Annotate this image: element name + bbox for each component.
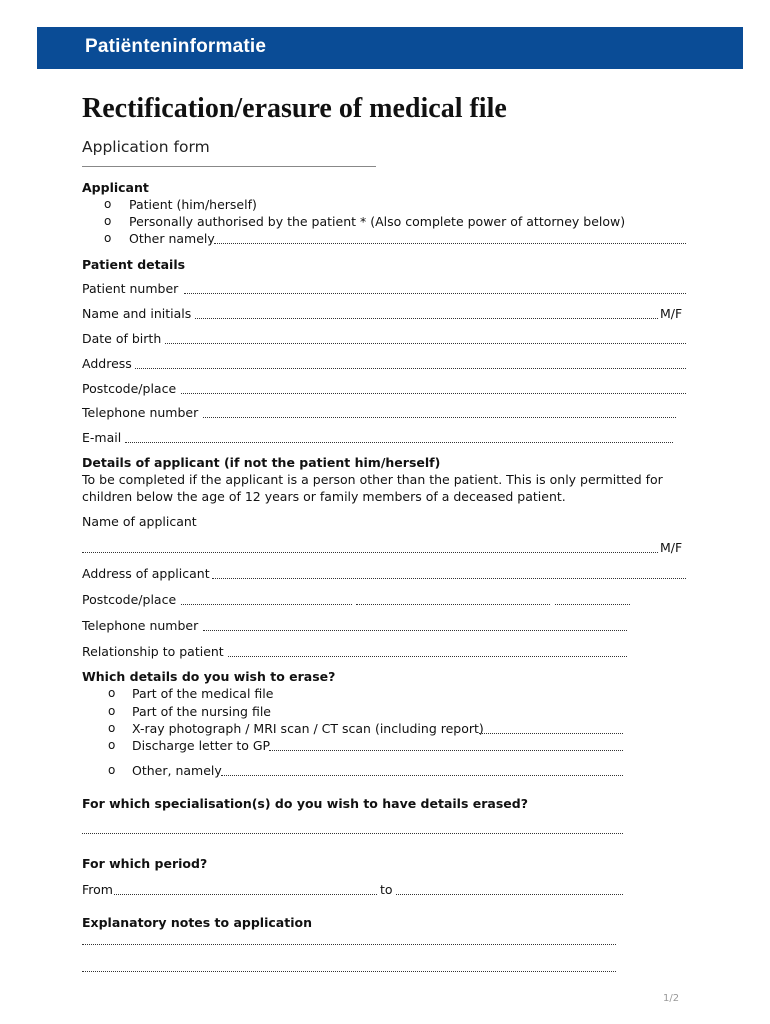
erase-option-xray: X-ray photograph / MRI scan / CT scan (including report) xyxy=(132,721,484,736)
checkbox-bullet[interactable]: o xyxy=(108,721,116,735)
applicant-other-field[interactable] xyxy=(214,243,686,244)
field-label-dob: Date of birth xyxy=(82,331,162,346)
applicant-address-field[interactable] xyxy=(212,578,686,579)
field-label-email: E-mail xyxy=(82,430,122,445)
field-label-applicant-postcode: Postcode/place xyxy=(82,592,177,607)
period-to-field[interactable] xyxy=(396,894,623,895)
patient-name-field[interactable] xyxy=(195,318,658,319)
header-banner xyxy=(37,27,743,69)
applicant-option-patient: Patient (him/herself) xyxy=(129,197,257,212)
telephone-field[interactable] xyxy=(203,417,676,418)
notes-heading: Explanatory notes to application xyxy=(82,915,312,930)
field-label-telephone: Telephone number xyxy=(82,405,199,420)
field-label-applicant-name: Name of applicant xyxy=(82,514,197,529)
checkbox-bullet[interactable]: o xyxy=(108,763,116,777)
specialisation-field[interactable] xyxy=(82,833,623,834)
field-label-applicant-telephone: Telephone number xyxy=(82,618,199,633)
period-from-label: From xyxy=(82,882,113,897)
notes-field-line[interactable] xyxy=(82,944,616,945)
applicant-extra-field[interactable] xyxy=(555,604,630,605)
field-label-name: Name and initials xyxy=(82,306,192,321)
erase-option-discharge: Discharge letter to GP xyxy=(132,738,271,753)
patient-details-heading: Patient details xyxy=(82,257,186,272)
page-title: Rectification/erasure of medical file xyxy=(82,93,507,124)
applicant-telephone-field[interactable] xyxy=(203,630,627,631)
applicant-place-field[interactable] xyxy=(356,604,550,605)
period-heading: For which period? xyxy=(82,856,208,871)
gender-suffix: M/F xyxy=(660,306,683,321)
page-subtitle: Application form xyxy=(82,138,210,156)
erase-other-field[interactable] xyxy=(221,775,623,776)
field-label-address: Address xyxy=(82,356,132,371)
field-label-patient-number: Patient number xyxy=(82,281,179,296)
field-label-postcode: Postcode/place xyxy=(82,381,177,396)
erase-option-nursing: Part of the nursing file xyxy=(132,704,271,719)
radio-bullet[interactable]: o xyxy=(104,214,112,228)
notes-field-line[interactable] xyxy=(82,971,616,972)
xray-field[interactable] xyxy=(479,733,623,734)
field-label-applicant-address: Address of applicant xyxy=(82,566,210,581)
applicant-option-other: Other namely xyxy=(129,231,215,246)
title-divider xyxy=(82,166,376,167)
period-from-field[interactable] xyxy=(114,894,377,895)
applicant-heading: Applicant xyxy=(82,180,149,195)
checkbox-bullet[interactable]: o xyxy=(108,738,116,752)
email-field[interactable] xyxy=(125,442,673,443)
discharge-field[interactable] xyxy=(269,750,623,751)
patient-number-field[interactable] xyxy=(184,293,686,294)
period-to-label: to xyxy=(380,882,393,897)
banner-title: Patiënteninformatie xyxy=(85,36,267,57)
radio-bullet[interactable]: o xyxy=(104,231,112,245)
applicant-details-description: To be completed if the applicant is a person other than the patient. This is only permitted for xyxy=(82,472,663,487)
checkbox-bullet[interactable]: o xyxy=(108,686,116,700)
field-label-relationship: Relationship to patient xyxy=(82,644,224,659)
applicant-postcode-field[interactable] xyxy=(181,604,352,605)
applicant-name-field[interactable] xyxy=(82,552,658,553)
erase-option-medical: Part of the medical file xyxy=(132,686,274,701)
dob-field[interactable] xyxy=(165,343,686,344)
checkbox-bullet[interactable]: o xyxy=(108,704,116,718)
erase-heading: Which details do you wish to erase? xyxy=(82,669,336,684)
applicant-option-authorised: Personally authorised by the patient * (Also complete power of attorney below) xyxy=(129,214,626,229)
page-number: 1/2 xyxy=(663,993,680,1004)
erase-option-other: Other, namely xyxy=(132,763,222,778)
radio-bullet[interactable]: o xyxy=(104,197,112,211)
postcode-field[interactable] xyxy=(181,393,686,394)
specialisation-heading: For which specialisation(s) do you wish to have details erased? xyxy=(82,796,528,811)
applicant-details-description: children below the age of 12 years or family members of a deceased patient. xyxy=(82,489,566,504)
address-field[interactable] xyxy=(135,368,686,369)
relationship-field[interactable] xyxy=(228,656,627,657)
applicant-details-heading: Details of applicant (if not the patient him/herself) xyxy=(82,455,441,470)
gender-suffix: M/F xyxy=(660,540,683,555)
